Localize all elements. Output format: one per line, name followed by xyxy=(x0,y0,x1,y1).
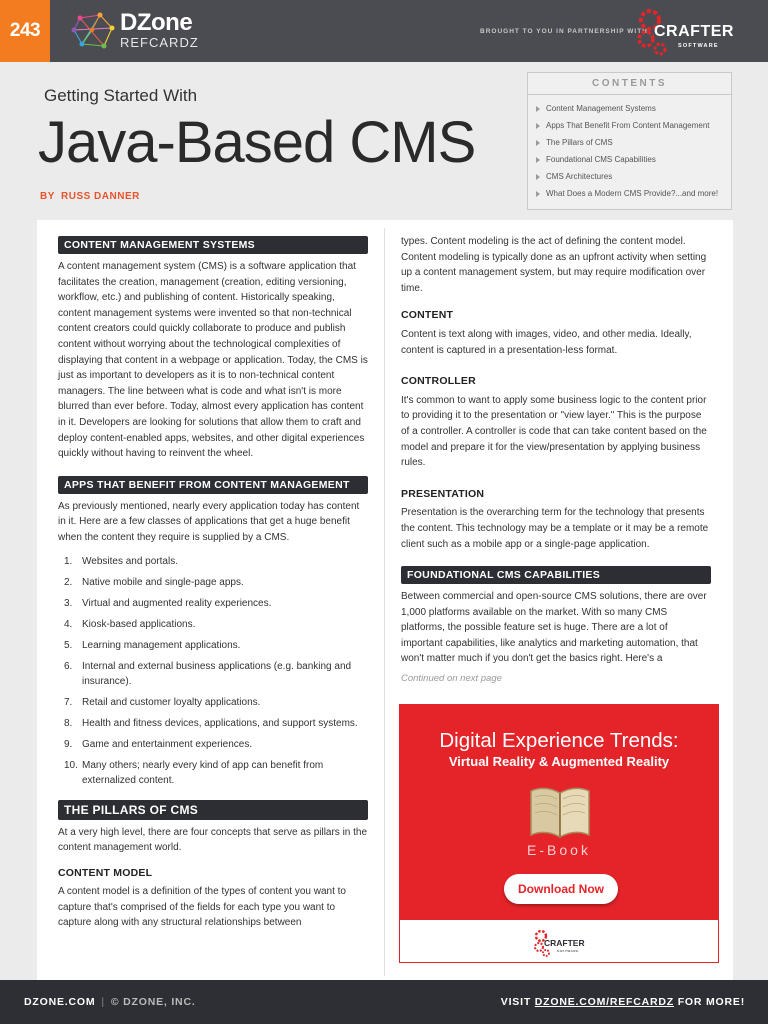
content-paragraph: Content is text along with images, video, and other media. Ideally, content is captured in a presentation-less format. xyxy=(401,328,692,356)
section-heading-pillars: THE PILLARS OF CMS xyxy=(58,800,368,820)
footer-right xyxy=(501,996,745,1008)
refcardz-link[interactable]: DZONE.COM/REFCARDZ xyxy=(534,996,674,1008)
partnership-text: BROUGHT TO YOU IN PARTNERSHIP WITH xyxy=(480,28,648,35)
toc-item[interactable]: Foundational CMS Capabilities xyxy=(536,151,731,168)
list-item: 2. Native mobile and single-page apps. xyxy=(64,576,244,588)
list-item: 6. Internal and external business applications (e.g. banking and insurance). xyxy=(64,660,352,687)
toc-item[interactable]: CMS Architectures xyxy=(536,168,731,185)
toc-item[interactable]: What Does a Modern CMS Provide?...and more! xyxy=(536,185,731,202)
section-heading-apps: APPS THAT BENEFIT FROM CONTENT MANAGEMENT xyxy=(58,476,368,494)
pillars-paragraph: At a very high level, there are four concepts that serve as pillars in the content management world. xyxy=(58,826,368,854)
ebook-ad[interactable] xyxy=(399,704,719,963)
top-bar xyxy=(0,0,768,62)
foundational-paragraph: Between commercial and open-source CMS solutions, there are over 1,000 platforms available on the market. With so many CMS platforms, the possible feature set is huge. There are a lot of important capabilities, like analytics and marketing automation, that won't matter much if you don't get the basics right. Here's a xyxy=(401,591,707,665)
ad-banner xyxy=(400,705,718,920)
dzone-logo-icon[interactable] xyxy=(70,10,120,52)
partner-name: CRAFTER xyxy=(654,23,734,40)
toc-arrow-icon xyxy=(536,140,540,146)
controller-paragraph: It's common to want to apply some business logic to the content prior to providing it to the presentation or "view layer." This is the purpose of a controller. A controller is code that can take content based on the model and prepare it for the view/presentation by applying business rules. xyxy=(401,394,707,469)
ad-title: Digital Experience Trends: xyxy=(439,729,679,752)
toc-arrow-icon xyxy=(536,191,540,197)
visit-suffix: FOR MORE! xyxy=(677,996,745,1008)
footer-bar xyxy=(0,980,768,1024)
byline xyxy=(40,191,140,202)
by-label: BY xyxy=(40,191,55,202)
footer-site-link[interactable]: DZONE.COM xyxy=(24,996,96,1008)
download-now-button[interactable]: Download Now xyxy=(504,874,618,904)
crafter-logo[interactable] xyxy=(636,5,736,57)
ebook-label: E-Book xyxy=(527,842,591,858)
column-divider xyxy=(384,228,385,976)
visit-label: VISIT xyxy=(500,996,532,1008)
open-book-icon xyxy=(527,783,593,841)
section-heading-foundational: FOUNDATIONAL CMS CAPABILITIES xyxy=(401,566,711,584)
toc-item[interactable]: The Pillars of CMS xyxy=(536,134,731,151)
content-model-paragraph: A content model is a definition of the types of content you want to capture that's comprised of the fields for each type you want to capture along with any structural relationships between xyxy=(58,886,346,929)
presentation-paragraph: Presentation is the overarching term for the technology that presents the content. This technology may be a template or it may be a remote client such as a mobile app or a single-page application. xyxy=(401,507,709,550)
subheading-controller: CONTROLLER xyxy=(401,375,476,388)
toc-item[interactable]: Apps That Benefit From Content Management xyxy=(536,117,731,134)
apps-list xyxy=(64,554,368,788)
list-item: 10. Many others; nearly every kind of app can benefit from externalized content. xyxy=(64,759,324,786)
toc-arrow-icon xyxy=(536,123,540,129)
author-name[interactable]: RUSS DANNER xyxy=(61,191,140,202)
list-item: 4. Kiosk-based applications. xyxy=(64,618,196,630)
page-subtitle: Getting Started With xyxy=(44,86,198,105)
toc-arrow-icon xyxy=(536,106,540,112)
subheading-presentation: PRESENTATION xyxy=(401,487,485,500)
ad-crafter-logo[interactable] xyxy=(533,927,589,957)
apps-intro: As previously mentioned, nearly every application today has content in it. Here are a few classes of applications that get a huge benefit when the content they require is supplied by a CMS. xyxy=(58,500,360,543)
issue-number-badge: 243 xyxy=(0,0,50,62)
list-item: 5. Learning management applications. xyxy=(64,639,241,651)
toc-arrow-icon xyxy=(536,157,540,163)
page-title: Java-Based CMS xyxy=(38,110,476,175)
left-column xyxy=(58,236,368,945)
cms-paragraph: A content management system (CMS) is a software application that facilitates the creation, management (creation, editing versioning, workflow, etc.) and publishing of content. Historically speaking, content management systems were invented so that non-technical content creators could quickly collaborate to produce and publish content without worrying about the technological complexities of displaying that content in a webpage or application. Today, the CMS is just as important to developers as it is to non-technical content managers. The line between what is code and what isn't is more blurred than ever before. Today, almost every application has content in it. Developers are looking for solutions that allow them to craft and deploy content-enabled apps, websites, and other digital experiences quickly without having to reinvent the wheel. xyxy=(58,261,368,460)
list-item: 1. Websites and portals. xyxy=(64,555,178,567)
continued-note: Continued on next page xyxy=(401,673,502,685)
brand-name: DZone xyxy=(120,9,193,36)
subheading-content: CONTENT xyxy=(401,309,454,322)
right-column xyxy=(401,234,711,687)
list-item: 8. Health and fitness devices, applications, and support systems. xyxy=(64,717,358,729)
list-item: 3. Virtual and augmented reality experiences. xyxy=(64,597,272,609)
list-item: 7. Retail and customer loyalty applications. xyxy=(64,696,261,708)
toc-arrow-icon xyxy=(536,174,540,180)
ad-subtitle: Virtual Reality & Augmented Reality xyxy=(448,754,670,769)
toc-item[interactable]: Content Management Systems xyxy=(536,100,731,117)
ad-logo-sub: SOFTWARE xyxy=(557,949,579,953)
subheading-content-model: CONTENT MODEL xyxy=(58,866,153,879)
brand-wordmark[interactable] xyxy=(120,10,199,50)
list-item: 9. Game and entertainment experiences. xyxy=(64,738,253,750)
partner-sub: SOFTWARE xyxy=(678,43,719,49)
footer-left: DZONE.COM | © DZONE, INC. xyxy=(24,996,196,1008)
table-of-contents xyxy=(527,72,732,210)
section-heading-cms: CONTENT MANAGEMENT SYSTEMS xyxy=(58,236,368,254)
brand-sub: REFCARDZ xyxy=(120,35,199,50)
ad-logo-name: CRAFTER xyxy=(544,938,585,948)
content-model-continued: types. Content modeling is the act of defining the content model. Content modeling is typically done as an upfront activity when setting up a content management system, but may require modification over time. xyxy=(401,236,707,294)
toc-heading: CONTENTS xyxy=(528,73,731,95)
footer-copyright: © DZONE, INC. xyxy=(110,996,196,1008)
